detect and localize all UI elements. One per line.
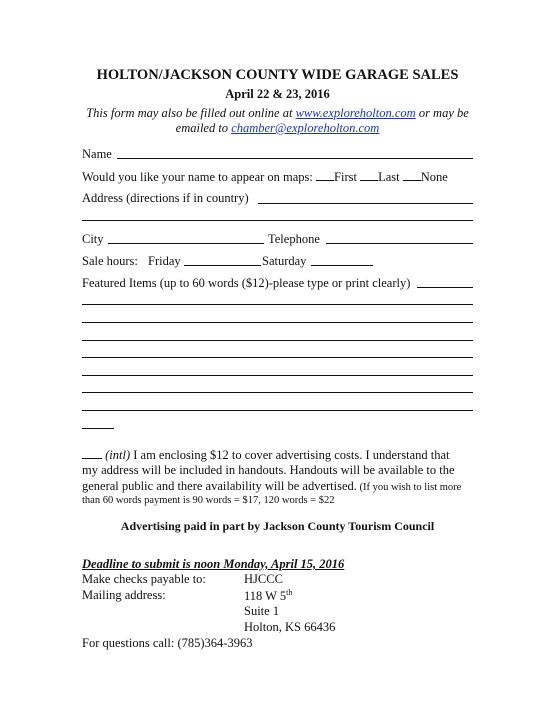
page-title: HOLTON/JACKSON COUNTY WIDE GARAGE SALES: [96, 67, 459, 83]
agreement-text-1: I am enclosing $12 to cover advertising costs. I understand that: [130, 448, 450, 462]
agreement-text-3: general public and there availability will be advertised.: [82, 479, 357, 493]
deadline-note: Deadline to submit is noon Monday, April 15, 2016: [82, 557, 345, 571]
featured-items-line[interactable]: [82, 304, 473, 305]
email-link[interactable]: chamber@exploreholton.com: [231, 121, 380, 135]
address-field[interactable]: [258, 203, 473, 204]
maps-question-text: Would you like your name to appear on maps:: [82, 170, 313, 184]
name-field[interactable]: [117, 158, 473, 159]
maps-first-blank[interactable]: [316, 170, 334, 181]
featured-items-line[interactable]: [82, 392, 473, 393]
maps-option-none: None: [420, 170, 448, 184]
agreement-line-2: my address will be included in handouts. Handouts will be available to the: [82, 463, 455, 477]
featured-items-label: Featured Items (up to 60 words ($12)-please type or print clearly): [82, 276, 411, 290]
online-note-prefix: This form may also be filled out online at: [86, 106, 296, 120]
featured-items-line[interactable]: [82, 340, 473, 341]
initials-blank[interactable]: [82, 448, 102, 459]
online-note-suffix: or may be: [415, 106, 469, 120]
friday-label: Friday: [148, 254, 181, 268]
checks-payee: HJCCC: [244, 572, 283, 586]
maps-none-blank[interactable]: [403, 170, 421, 181]
checks-label: Make checks payable to:: [82, 572, 206, 586]
featured-items-field[interactable]: [417, 287, 473, 288]
friday-hours-field[interactable]: [184, 265, 261, 266]
featured-items-line[interactable]: [82, 322, 473, 323]
agreement-line-3: [82, 480, 461, 494]
mailing-address-line-1: [244, 589, 292, 603]
mailing-address-line-2: Suite 1: [244, 604, 280, 618]
initials-label: (intl): [105, 448, 131, 462]
extra-words-pricing: than 60 words payment is 90 words = $17, 120 words = $22: [82, 495, 335, 506]
maps-option-last: Last: [378, 170, 400, 184]
maps-option-first: First: [334, 170, 357, 184]
saturday-label: Saturday: [262, 254, 307, 268]
contact-phone: For questions call: (785)364-3963: [82, 636, 253, 650]
featured-items-line[interactable]: [82, 375, 473, 376]
featured-items-line-short[interactable]: [82, 428, 114, 429]
maps-question: [82, 170, 448, 184]
sale-hours-label: Sale hours:: [82, 254, 138, 268]
online-note: [0, 107, 555, 120]
address-label: Address (directions if in country): [82, 191, 249, 205]
extra-words-note: (If you wish to list more: [356, 482, 462, 493]
sponsor-note: Advertising paid in part by Jackson County Tourism Council: [120, 519, 435, 533]
mailing-label: Mailing address:: [82, 588, 166, 602]
email-note-prefix: emailed to: [175, 121, 232, 135]
agreement-line-1: [82, 448, 450, 462]
address-field-line2[interactable]: [82, 220, 473, 221]
street-suffix: th: [286, 588, 293, 597]
telephone-label: Telephone: [268, 232, 320, 246]
email-note: [0, 122, 555, 135]
city-field[interactable]: [108, 243, 264, 244]
website-link[interactable]: www.exploreholton.com: [295, 106, 416, 120]
mailing-address-line-3: Holton, KS 66436: [244, 620, 336, 634]
city-label: City: [82, 232, 104, 246]
featured-items-line[interactable]: [82, 357, 473, 358]
event-dates: April 22 & 23, 2016: [225, 87, 330, 101]
telephone-field[interactable]: [326, 243, 473, 244]
featured-items-line[interactable]: [82, 410, 473, 411]
name-label: Name: [82, 147, 112, 161]
maps-last-blank[interactable]: [360, 170, 378, 181]
saturday-hours-field[interactable]: [311, 265, 373, 266]
street-address: 118 W 5: [244, 589, 287, 604]
